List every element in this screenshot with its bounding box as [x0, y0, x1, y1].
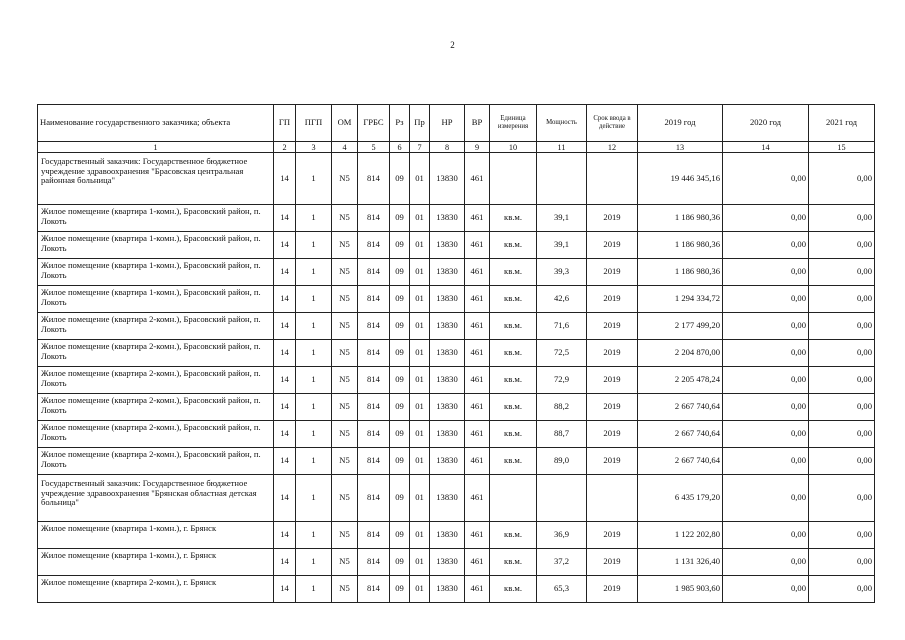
amount-2020: 0,00 [723, 448, 809, 475]
om-cell: N5 [332, 475, 358, 522]
object-name: Жилое помещение (квартира 1-комн.), г. Брянск [38, 549, 274, 576]
om-cell: N5 [332, 313, 358, 340]
pgp-cell: 1 [296, 340, 332, 367]
gp-cell: 14 [274, 153, 296, 205]
col-header-gp: ГП [274, 105, 296, 142]
nr-cell: 13830 [430, 205, 465, 232]
gp-cell: 14 [274, 259, 296, 286]
amount-2019: 1 294 334,72 [638, 286, 723, 313]
amount-2021: 0,00 [809, 522, 875, 549]
grbs-cell: 814 [358, 394, 390, 421]
vr-cell: 461 [465, 259, 490, 286]
term-cell: 2019 [587, 448, 638, 475]
unit-cell: кв.м. [490, 394, 537, 421]
col-header-2019: 2019 год [638, 105, 723, 142]
vr-cell: 461 [465, 340, 490, 367]
pgp-cell: 1 [296, 421, 332, 448]
object-row [38, 549, 875, 576]
amount-2021: 0,00 [809, 549, 875, 576]
gp-cell: 14 [274, 576, 296, 603]
gp-cell: 14 [274, 232, 296, 259]
power-cell: 36,9 [537, 522, 587, 549]
power-cell: 89,0 [537, 448, 587, 475]
col-number: 5 [358, 142, 390, 153]
amount-2020: 0,00 [723, 313, 809, 340]
amount-2021: 0,00 [809, 205, 875, 232]
nr-cell: 13830 [430, 259, 465, 286]
vr-cell: 461 [465, 313, 490, 340]
object-row [38, 205, 875, 232]
power-cell: 71,6 [537, 313, 587, 340]
grbs-cell: 814 [358, 448, 390, 475]
om-cell: N5 [332, 576, 358, 603]
power-cell: 39,1 [537, 232, 587, 259]
power-cell: 72,9 [537, 367, 587, 394]
power-cell: 39,1 [537, 205, 587, 232]
object-row [38, 522, 875, 549]
power-cell: 72,5 [537, 340, 587, 367]
grbs-cell: 814 [358, 549, 390, 576]
nr-cell: 13830 [430, 340, 465, 367]
amount-2019: 1 131 326,40 [638, 549, 723, 576]
om-cell: N5 [332, 394, 358, 421]
amount-2021: 0,00 [809, 421, 875, 448]
object-row [38, 232, 875, 259]
object-name: Жилое помещение (квартира 1-комн.), Брасовский район, п. Локоть [38, 286, 274, 313]
nr-cell: 13830 [430, 232, 465, 259]
gp-cell: 14 [274, 205, 296, 232]
om-cell: N5 [332, 340, 358, 367]
customer-row [38, 153, 875, 205]
col-number: 12 [587, 142, 638, 153]
om-cell: N5 [332, 549, 358, 576]
om-cell: N5 [332, 367, 358, 394]
unit-cell [490, 153, 537, 205]
gp-cell: 14 [274, 549, 296, 576]
col-number: 7 [410, 142, 430, 153]
gp-cell: 14 [274, 367, 296, 394]
col-header-2020: 2020 год [723, 105, 809, 142]
amount-2019: 2 177 499,20 [638, 313, 723, 340]
pgp-cell: 1 [296, 522, 332, 549]
amount-2021: 0,00 [809, 232, 875, 259]
term-cell [587, 153, 638, 205]
term-cell [587, 475, 638, 522]
pgp-cell: 1 [296, 367, 332, 394]
vr-cell: 461 [465, 576, 490, 603]
pgp-cell: 1 [296, 259, 332, 286]
unit-cell: кв.м. [490, 448, 537, 475]
rz-cell: 09 [390, 286, 410, 313]
amount-2021: 0,00 [809, 576, 875, 603]
col-number: 3 [296, 142, 332, 153]
term-cell: 2019 [587, 576, 638, 603]
nr-cell: 13830 [430, 313, 465, 340]
unit-cell [490, 475, 537, 522]
amount-2020: 0,00 [723, 367, 809, 394]
col-number: 13 [638, 142, 723, 153]
om-cell: N5 [332, 448, 358, 475]
vr-cell: 461 [465, 394, 490, 421]
gp-cell: 14 [274, 340, 296, 367]
pgp-cell: 1 [296, 475, 332, 522]
pr-cell: 01 [410, 232, 430, 259]
rz-cell: 09 [390, 394, 410, 421]
amount-2020: 0,00 [723, 232, 809, 259]
pgp-cell: 1 [296, 286, 332, 313]
amount-2021: 0,00 [809, 475, 875, 522]
rz-cell: 09 [390, 576, 410, 603]
col-header-pr: Пр [410, 105, 430, 142]
vr-cell: 461 [465, 475, 490, 522]
rz-cell: 09 [390, 522, 410, 549]
grbs-cell: 814 [358, 340, 390, 367]
amount-2021: 0,00 [809, 367, 875, 394]
om-cell: N5 [332, 153, 358, 205]
col-number: 10 [490, 142, 537, 153]
unit-cell: кв.м. [490, 522, 537, 549]
rz-cell: 09 [390, 448, 410, 475]
amount-2019: 2 667 740,64 [638, 421, 723, 448]
object-row [38, 259, 875, 286]
vr-cell: 461 [465, 448, 490, 475]
grbs-cell: 814 [358, 367, 390, 394]
amount-2020: 0,00 [723, 205, 809, 232]
object-row [38, 340, 875, 367]
col-header-term: Срок ввода в действие [587, 105, 638, 142]
vr-cell: 461 [465, 522, 490, 549]
col-number: 9 [465, 142, 490, 153]
amount-2019: 2 667 740,64 [638, 448, 723, 475]
power-cell: 88,2 [537, 394, 587, 421]
object-name: Жилое помещение (квартира 1-комн.), Брасовский район, п. Локоть [38, 205, 274, 232]
amount-2019: 2 204 870,00 [638, 340, 723, 367]
gp-cell: 14 [274, 522, 296, 549]
pr-cell: 01 [410, 549, 430, 576]
amount-2020: 0,00 [723, 394, 809, 421]
pr-cell: 01 [410, 340, 430, 367]
unit-cell: кв.м. [490, 367, 537, 394]
col-number: 6 [390, 142, 410, 153]
unit-cell: кв.м. [490, 286, 537, 313]
object-name: Жилое помещение (квартира 2-комн.), Брасовский район, п. Локоть [38, 313, 274, 340]
rz-cell: 09 [390, 259, 410, 286]
amount-2021: 0,00 [809, 259, 875, 286]
pr-cell: 01 [410, 421, 430, 448]
pgp-cell: 1 [296, 576, 332, 603]
pr-cell: 01 [410, 522, 430, 549]
rz-cell: 09 [390, 367, 410, 394]
power-cell [537, 153, 587, 205]
col-number: 15 [809, 142, 875, 153]
amount-2019: 6 435 179,20 [638, 475, 723, 522]
budget-table [37, 104, 875, 603]
col-header-rz: Рз [390, 105, 410, 142]
vr-cell: 461 [465, 153, 490, 205]
object-name: Жилое помещение (квартира 2-комн.), г. Брянск [38, 576, 274, 603]
pgp-cell: 1 [296, 394, 332, 421]
amount-2019: 1 122 202,80 [638, 522, 723, 549]
grbs-cell: 814 [358, 153, 390, 205]
object-row [38, 394, 875, 421]
rz-cell: 09 [390, 153, 410, 205]
pr-cell: 01 [410, 286, 430, 313]
rz-cell: 09 [390, 205, 410, 232]
pgp-cell: 1 [296, 313, 332, 340]
page-number: 2 [450, 40, 455, 50]
grbs-cell: 814 [358, 475, 390, 522]
amount-2021: 0,00 [809, 153, 875, 205]
pr-cell: 01 [410, 394, 430, 421]
rz-cell: 09 [390, 549, 410, 576]
amount-2019: 1 186 980,36 [638, 259, 723, 286]
amount-2021: 0,00 [809, 448, 875, 475]
grbs-cell: 814 [358, 522, 390, 549]
gp-cell: 14 [274, 475, 296, 522]
pgp-cell: 1 [296, 232, 332, 259]
om-cell: N5 [332, 286, 358, 313]
object-name: Жилое помещение (квартира 1-комн.), Брасовский район, п. Локоть [38, 232, 274, 259]
amount-2019: 19 446 345,16 [638, 153, 723, 205]
amount-2020: 0,00 [723, 153, 809, 205]
object-row [38, 367, 875, 394]
nr-cell: 13830 [430, 421, 465, 448]
nr-cell: 13830 [430, 367, 465, 394]
nr-cell: 13830 [430, 286, 465, 313]
gp-cell: 14 [274, 448, 296, 475]
om-cell: N5 [332, 522, 358, 549]
col-number: 4 [332, 142, 358, 153]
amount-2020: 0,00 [723, 340, 809, 367]
grbs-cell: 814 [358, 205, 390, 232]
col-header-unit: Единица измерения [490, 105, 537, 142]
col-number: 1 [38, 142, 274, 153]
nr-cell: 13830 [430, 153, 465, 205]
gp-cell: 14 [274, 421, 296, 448]
grbs-cell: 814 [358, 286, 390, 313]
gp-cell: 14 [274, 313, 296, 340]
vr-cell: 461 [465, 549, 490, 576]
nr-cell: 13830 [430, 549, 465, 576]
pr-cell: 01 [410, 367, 430, 394]
power-cell [537, 475, 587, 522]
term-cell: 2019 [587, 522, 638, 549]
rz-cell: 09 [390, 340, 410, 367]
unit-cell: кв.м. [490, 259, 537, 286]
nr-cell: 13830 [430, 475, 465, 522]
object-name: Государственный заказчик: Государственное бюджетное учреждение здравоохранения "Брянская областная детская больница" [38, 475, 274, 522]
col-header-pgp: ПГП [296, 105, 332, 142]
power-cell: 39,3 [537, 259, 587, 286]
col-header-name: Наименование государственного заказчика; объекта [38, 105, 274, 142]
term-cell: 2019 [587, 205, 638, 232]
object-name: Государственный заказчик: Государственное бюджетное учреждение здравоохранения "Брасовская центральная районная больница" [38, 153, 274, 205]
col-header-om: ОМ [332, 105, 358, 142]
customer-row [38, 475, 875, 522]
amount-2020: 0,00 [723, 549, 809, 576]
col-header-power: Мощность [537, 105, 587, 142]
om-cell: N5 [332, 421, 358, 448]
pr-cell: 01 [410, 448, 430, 475]
nr-cell: 13830 [430, 522, 465, 549]
nr-cell: 13830 [430, 394, 465, 421]
col-header-grbs: ГРБС [358, 105, 390, 142]
col-number: 11 [537, 142, 587, 153]
grbs-cell: 814 [358, 232, 390, 259]
object-name: Жилое помещение (квартира 1-комн.), Брасовский район, п. Локоть [38, 259, 274, 286]
amount-2019: 2 667 740,64 [638, 394, 723, 421]
term-cell: 2019 [587, 286, 638, 313]
object-name: Жилое помещение (квартира 2-комн.), Брасовский район, п. Локоть [38, 367, 274, 394]
col-header-nr: НР [430, 105, 465, 142]
col-number: 2 [274, 142, 296, 153]
term-cell: 2019 [587, 421, 638, 448]
power-cell: 37,2 [537, 549, 587, 576]
unit-cell: кв.м. [490, 340, 537, 367]
unit-cell: кв.м. [490, 205, 537, 232]
unit-cell: кв.м. [490, 421, 537, 448]
term-cell: 2019 [587, 340, 638, 367]
om-cell: N5 [332, 259, 358, 286]
power-cell: 88,7 [537, 421, 587, 448]
power-cell: 42,6 [537, 286, 587, 313]
pr-cell: 01 [410, 475, 430, 522]
object-row [38, 313, 875, 340]
object-row [38, 448, 875, 475]
amount-2019: 2 205 478,24 [638, 367, 723, 394]
column-number-row [38, 142, 875, 153]
object-row [38, 421, 875, 448]
rz-cell: 09 [390, 313, 410, 340]
object-name: Жилое помещение (квартира 2-комн.), Брасовский район, п. Локоть [38, 421, 274, 448]
header-row [38, 105, 875, 142]
vr-cell: 461 [465, 286, 490, 313]
unit-cell: кв.м. [490, 232, 537, 259]
term-cell: 2019 [587, 367, 638, 394]
om-cell: N5 [332, 205, 358, 232]
om-cell: N5 [332, 232, 358, 259]
term-cell: 2019 [587, 232, 638, 259]
pr-cell: 01 [410, 313, 430, 340]
object-row [38, 286, 875, 313]
col-number: 14 [723, 142, 809, 153]
pr-cell: 01 [410, 205, 430, 232]
grbs-cell: 814 [358, 421, 390, 448]
grbs-cell: 814 [358, 576, 390, 603]
gp-cell: 14 [274, 394, 296, 421]
gp-cell: 14 [274, 286, 296, 313]
object-name: Жилое помещение (квартира 2-комн.), Брасовский район, п. Локоть [38, 340, 274, 367]
unit-cell: кв.м. [490, 549, 537, 576]
rz-cell: 09 [390, 475, 410, 522]
vr-cell: 461 [465, 205, 490, 232]
amount-2020: 0,00 [723, 576, 809, 603]
amount-2021: 0,00 [809, 286, 875, 313]
term-cell: 2019 [587, 259, 638, 286]
pr-cell: 01 [410, 153, 430, 205]
object-name: Жилое помещение (квартира 2-комн.), Брасовский район, п. Локоть [38, 448, 274, 475]
pr-cell: 01 [410, 259, 430, 286]
amount-2020: 0,00 [723, 259, 809, 286]
amount-2020: 0,00 [723, 286, 809, 313]
vr-cell: 461 [465, 232, 490, 259]
object-name: Жилое помещение (квартира 1-комн.), г. Брянск [38, 522, 274, 549]
pgp-cell: 1 [296, 549, 332, 576]
pgp-cell: 1 [296, 205, 332, 232]
power-cell: 65,3 [537, 576, 587, 603]
vr-cell: 461 [465, 367, 490, 394]
nr-cell: 13830 [430, 576, 465, 603]
amount-2021: 0,00 [809, 340, 875, 367]
pgp-cell: 1 [296, 448, 332, 475]
term-cell: 2019 [587, 313, 638, 340]
col-header-2021: 2021 год [809, 105, 875, 142]
term-cell: 2019 [587, 549, 638, 576]
amount-2021: 0,00 [809, 394, 875, 421]
amount-2021: 0,00 [809, 313, 875, 340]
table-body [38, 153, 875, 603]
amount-2019: 1 985 903,60 [638, 576, 723, 603]
term-cell: 2019 [587, 394, 638, 421]
vr-cell: 461 [465, 421, 490, 448]
grbs-cell: 814 [358, 313, 390, 340]
amount-2020: 0,00 [723, 522, 809, 549]
object-name: Жилое помещение (квартира 2-комн.), Брасовский район, п. Локоть [38, 394, 274, 421]
unit-cell: кв.м. [490, 313, 537, 340]
amount-2020: 0,00 [723, 421, 809, 448]
grbs-cell: 814 [358, 259, 390, 286]
nr-cell: 13830 [430, 448, 465, 475]
unit-cell: кв.м. [490, 576, 537, 603]
rz-cell: 09 [390, 421, 410, 448]
amount-2020: 0,00 [723, 475, 809, 522]
object-row [38, 576, 875, 603]
pgp-cell: 1 [296, 153, 332, 205]
amount-2019: 1 186 980,36 [638, 232, 723, 259]
col-header-vr: ВР [465, 105, 490, 142]
amount-2019: 1 186 980,36 [638, 205, 723, 232]
pr-cell: 01 [410, 576, 430, 603]
rz-cell: 09 [390, 232, 410, 259]
col-number: 8 [430, 142, 465, 153]
